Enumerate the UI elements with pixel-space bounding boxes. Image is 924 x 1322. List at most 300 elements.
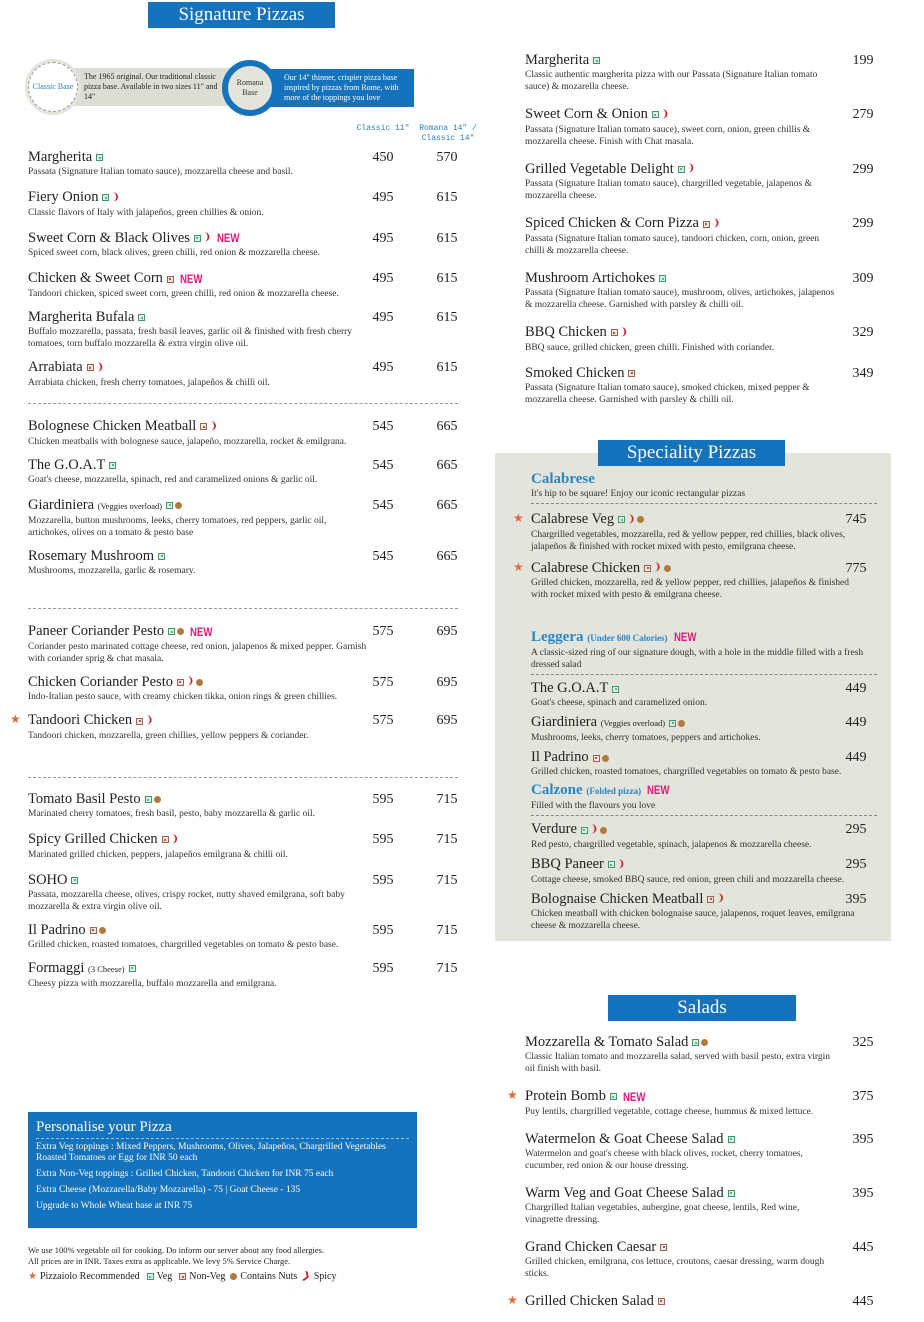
nonveg-icon bbox=[628, 370, 635, 377]
price: 445 bbox=[852, 1239, 874, 1255]
item-name: Calabrese Chicken bbox=[531, 559, 641, 576]
price: 449 bbox=[845, 750, 867, 766]
star-icon: ★ bbox=[10, 712, 21, 727]
item-name: Margherita bbox=[28, 149, 93, 165]
chili-icon: ❩ bbox=[209, 420, 218, 432]
item-name-row bbox=[531, 713, 877, 732]
item-name: Smoked Chicken bbox=[525, 364, 625, 381]
price: 295 bbox=[845, 857, 867, 873]
item-name-row bbox=[531, 559, 877, 578]
item-description: Classic Italian tomato and mozzarella salad, served with basil pesto, extra virgin oil finish with basil. bbox=[525, 1052, 831, 1074]
calzone-desc: Filled with the flavours you love bbox=[531, 800, 877, 816]
item-name-row bbox=[525, 1238, 885, 1256]
item-description: Passata (Signature Italian tomato sauce), mozzarella cheese and basil. bbox=[28, 167, 293, 177]
menu-item[interactable] bbox=[28, 790, 468, 820]
item-description: Chicken meatball with chicken bolognaise sauce, jalapenos, roquet leaves, emilgrana cheese & mozzarella cheese. bbox=[531, 909, 855, 932]
calzone-heading bbox=[531, 782, 877, 800]
chili-icon: ❩ bbox=[686, 163, 696, 175]
menu-item[interactable] bbox=[525, 1184, 885, 1226]
item-description: Indo-Italian pesto sauce, with creamy chicken tikka, onion rings & green chillies. bbox=[28, 692, 338, 703]
menu-item[interactable] bbox=[525, 323, 885, 354]
menu-item[interactable] bbox=[28, 921, 468, 951]
price: 279 bbox=[852, 107, 874, 122]
menu-item[interactable] bbox=[525, 214, 885, 257]
price-large: 615 bbox=[436, 230, 458, 246]
star-icon: ★ bbox=[507, 1292, 518, 1307]
menu-item[interactable] bbox=[513, 510, 877, 553]
item-name: Watermelon & Goat Cheese Salad bbox=[525, 1130, 724, 1147]
item-name: Verdure bbox=[531, 821, 577, 838]
price: 495 bbox=[372, 310, 394, 326]
menu-item[interactable] bbox=[28, 959, 468, 990]
price: 309 bbox=[852, 271, 874, 287]
menu-item[interactable] bbox=[525, 1033, 885, 1075]
item-name-row bbox=[531, 679, 877, 697]
chili-icon: ❩ bbox=[660, 108, 670, 120]
item-name: Il Padrino bbox=[28, 921, 86, 938]
legend bbox=[28, 1271, 336, 1282]
menu-item[interactable] bbox=[525, 105, 885, 148]
romana-base-info bbox=[222, 60, 414, 116]
price-large: 715 bbox=[436, 960, 458, 976]
item-description: Cottage cheese, smoked BBQ sauce, red onion, green chili and mozzarella cheese. bbox=[531, 874, 845, 885]
veg-icon bbox=[166, 502, 173, 509]
romana-base-text: Our 14" thinner, crispier pizza base inspired by pizzas from Rome, with more of the toppings you love bbox=[254, 69, 414, 107]
calabrese-desc: It's hip to be square! Enjoy our iconic rectangular pizzas bbox=[531, 488, 877, 504]
menu-item[interactable] bbox=[28, 673, 468, 704]
veg-icon bbox=[96, 154, 103, 161]
nonveg-icon bbox=[162, 836, 169, 843]
item-name-row bbox=[525, 323, 885, 342]
item-description: Chargrilled vegetables, mozzarella, red & yellow pepper, red chillies, black olives, jalapeños & finished with rocket mixed with pesto, emilgrana cheese. bbox=[531, 529, 846, 552]
item-name: Mushroom Artichokes bbox=[525, 270, 656, 287]
item-description: Passata (Signature Italian tomato sauce), sweet corn, onion, green chillis & mozzarella cheese. Finish with Chat masala. bbox=[525, 124, 811, 147]
speciality-panel bbox=[495, 453, 891, 941]
price-large: 615 bbox=[436, 310, 458, 326]
menu-item[interactable] bbox=[28, 622, 468, 665]
item-name-row bbox=[525, 364, 885, 382]
menu-item[interactable] bbox=[28, 188, 468, 219]
personalise-title: Personalise your Pizza bbox=[36, 1118, 409, 1139]
price: 575 bbox=[372, 674, 394, 690]
price: 299 bbox=[852, 161, 874, 177]
chili-icon: ❩ bbox=[185, 676, 195, 688]
nuts-icon bbox=[175, 502, 182, 509]
price-large: 695 bbox=[436, 674, 458, 690]
column-classic-11: Classic 11" bbox=[356, 124, 410, 133]
item-description: Mushrooms, mozzarella, garlic & rosemary. bbox=[28, 565, 196, 576]
menu-item[interactable] bbox=[525, 160, 885, 203]
menu-item[interactable] bbox=[28, 456, 468, 486]
nonveg-icon bbox=[200, 423, 207, 430]
veg-icon bbox=[147, 1273, 154, 1280]
signature-pizzas-header: Signature Pizzas bbox=[148, 2, 335, 28]
price: 395 bbox=[852, 1131, 874, 1147]
price: 395 bbox=[845, 891, 867, 907]
item-name: Calabrese Veg bbox=[531, 511, 615, 527]
chili-icon: ❩ bbox=[627, 513, 636, 525]
item-name: Warm Veg and Goat Cheese Salad bbox=[525, 1184, 724, 1201]
veg-icon bbox=[102, 194, 109, 201]
chili-icon: ❩ bbox=[589, 824, 599, 836]
item-description: Marinated cherry tomatoes, fresh basil, pesto, baby mozzarella & garlic oil. bbox=[28, 809, 316, 819]
price: 595 bbox=[372, 922, 394, 938]
nuts-icon bbox=[196, 679, 203, 686]
price-large: 665 bbox=[436, 419, 458, 434]
chili-icon: ❩ bbox=[111, 191, 120, 203]
signature-group-1 bbox=[28, 148, 468, 399]
nuts-icon bbox=[678, 720, 685, 727]
price-large: 615 bbox=[436, 190, 458, 205]
salads-list bbox=[507, 1033, 885, 1322]
nonveg-icon bbox=[177, 679, 184, 686]
item-description: Classic flavors of Italy with jalapeños, green chillies & onion. bbox=[28, 207, 264, 218]
veg-icon bbox=[678, 166, 685, 173]
item-description: Classic authentic margherita pizza with our Passata (Signature Italian tomato sauce) & mozarella cheese. bbox=[525, 70, 818, 92]
item-description: Mushrooms, leeks, cherry tomatoes, peppers and artichokes. bbox=[531, 733, 761, 744]
item-description: Grilled chicken, roasted tomatoes, chargrilled vegetables on tomato & pesto base. bbox=[531, 767, 842, 778]
menu-item[interactable] bbox=[28, 417, 468, 448]
item-description: Watermelon and goat's cheese with black olives, rocket, cherry tomatoes, cucumber, red onion & our house dressing. bbox=[525, 1148, 803, 1171]
item-name: Grilled Vegetable Delight bbox=[525, 160, 674, 177]
veg-icon bbox=[71, 877, 78, 884]
item-name: The G.O.A.T bbox=[28, 456, 106, 473]
item-name: Spicy Grilled Chicken bbox=[28, 831, 158, 847]
star-icon: ★ bbox=[513, 511, 524, 525]
price: 349 bbox=[852, 365, 874, 381]
menu-item[interactable] bbox=[28, 496, 468, 539]
item-description: Passata (Signature Italian tomato sauce), chargrilled vegetable, jalapenos & mozzarella cheese. bbox=[525, 179, 812, 202]
item-name-row bbox=[525, 1033, 885, 1051]
item-name: Giardiniera bbox=[28, 496, 95, 513]
item-name-row bbox=[525, 105, 885, 124]
nonveg-icon bbox=[660, 1244, 667, 1251]
item-description: Goat's cheese, mozzarella, spinach, red and caramelized onions & garlic oil. bbox=[28, 474, 318, 485]
item-name-row bbox=[525, 160, 885, 179]
menu-item[interactable] bbox=[531, 890, 877, 933]
menu-item[interactable] bbox=[28, 871, 468, 913]
star-icon: ★ bbox=[507, 1088, 518, 1102]
price-large: 715 bbox=[436, 832, 458, 847]
item-subtitle: (Veggies overload) bbox=[97, 500, 163, 511]
price-large: 615 bbox=[436, 271, 458, 287]
nuts-icon bbox=[664, 565, 671, 572]
item-description: Goat's cheese, spinach and caramelized onion. bbox=[531, 698, 708, 709]
item-subtitle: (Veggies overload) bbox=[600, 718, 666, 729]
veg-icon bbox=[168, 628, 175, 635]
nuts-icon bbox=[602, 755, 609, 762]
price: 595 bbox=[372, 832, 394, 847]
item-name: Grilled Chicken Salad bbox=[525, 1292, 654, 1309]
note: We use 100% vegetable oil for cooking. Do inform our server about any food allergies. bbox=[28, 1245, 325, 1255]
veg-icon bbox=[129, 965, 136, 972]
item-name: Tomato Basil Pesto bbox=[28, 791, 141, 807]
divider bbox=[28, 608, 458, 609]
item-name-row bbox=[525, 214, 885, 233]
legend-nonveg: Non-Veg bbox=[189, 1271, 226, 1282]
price: 545 bbox=[372, 419, 394, 434]
menu-item[interactable] bbox=[525, 1238, 885, 1280]
price: 575 bbox=[372, 624, 394, 639]
price: 395 bbox=[852, 1185, 874, 1201]
chili-icon: ❩ bbox=[711, 218, 721, 230]
item-name-row bbox=[525, 1130, 885, 1148]
menu-item[interactable] bbox=[531, 679, 877, 709]
chili-icon: ❩ bbox=[716, 893, 725, 905]
leggera-heading bbox=[531, 629, 877, 647]
calzone-list bbox=[531, 820, 877, 932]
signature-group-2 bbox=[28, 417, 468, 587]
item-description: Chicken meatballs with bolognese sauce, jalapeño, mozzarella, rocket & emilgrana. bbox=[28, 436, 347, 447]
price-large: 615 bbox=[436, 360, 458, 376]
veg-icon bbox=[581, 827, 588, 834]
menu-item[interactable] bbox=[525, 269, 885, 311]
item-name: BBQ Chicken bbox=[525, 324, 607, 341]
divider bbox=[28, 403, 458, 404]
nonveg-icon bbox=[611, 329, 618, 336]
veg-icon bbox=[194, 235, 201, 242]
price-large: 665 bbox=[436, 497, 458, 513]
veg-icon bbox=[109, 462, 116, 469]
menu-item[interactable] bbox=[28, 358, 468, 389]
price: 495 bbox=[372, 271, 394, 287]
price: 575 bbox=[372, 713, 394, 729]
item-description: Chargrilled Italian vegetables, aubergine, goat cheese, lentils, Red wine, vinagrette dressing. bbox=[525, 1202, 800, 1225]
price: 595 bbox=[372, 872, 394, 888]
new-badge: NEW bbox=[190, 624, 213, 639]
price: 595 bbox=[372, 960, 394, 976]
item-name-row bbox=[531, 748, 877, 766]
nonveg-icon bbox=[167, 276, 174, 283]
nuts-icon bbox=[230, 1273, 237, 1280]
price: 449 bbox=[845, 715, 867, 731]
menu-item[interactable] bbox=[507, 1087, 885, 1118]
veg-icon bbox=[138, 314, 145, 321]
chili-icon: ❩ bbox=[170, 833, 180, 845]
item-name: Margherita bbox=[525, 52, 590, 68]
veg-icon bbox=[618, 516, 625, 523]
menu-item[interactable] bbox=[531, 748, 877, 778]
item-name-row bbox=[525, 1087, 885, 1106]
veg-icon bbox=[610, 1093, 617, 1100]
item-name: Tandoori Chicken bbox=[28, 712, 133, 729]
nonveg-icon bbox=[90, 927, 97, 934]
item-description: Coriander pesto marinated cottage cheese, red onion, jalapenos & mixed pepper. Garnish with coriander sprig & chat masala. bbox=[28, 641, 367, 664]
chili-icon: ❩ bbox=[619, 326, 629, 338]
calabrese-list bbox=[513, 510, 877, 601]
romana-base-badge: Romana Base bbox=[222, 60, 278, 116]
item-description: Arrabiata chicken, fresh cherry tomatoes, jalapeños & chilli oil. bbox=[28, 377, 270, 388]
price-large: 715 bbox=[436, 872, 458, 888]
note: All prices are in INR. Taxes extra as applicable. We levy 5% Service Charge. bbox=[28, 1256, 291, 1266]
item-name: Spiced Chicken & Corn Pizza bbox=[525, 215, 699, 232]
new-badge: NEW bbox=[217, 231, 240, 246]
price: 545 bbox=[372, 457, 394, 473]
item-description: Tandoori chicken, spiced sweet corn, green chilli, red onion & mozzarella cheese. bbox=[28, 289, 339, 300]
veg-icon bbox=[608, 861, 615, 868]
item-description: Tandoori chicken, mozzarella, green chillies, yellow peppers & coriander. bbox=[28, 731, 309, 742]
price-large: 695 bbox=[436, 624, 458, 639]
veg-icon bbox=[158, 553, 165, 560]
price-large: 570 bbox=[436, 150, 458, 165]
menu-item[interactable] bbox=[28, 269, 468, 300]
new-badge: NEW bbox=[622, 1089, 646, 1104]
nuts-icon bbox=[637, 516, 644, 523]
item-description: Passata (Signature Italian tomato sauce), tandoori chicken, corn, onion, green chilli & mozzarella cheese. bbox=[525, 234, 820, 257]
item-name-row bbox=[525, 1184, 885, 1202]
item-description: Marinated grilled chicken, peppers, jalapeños emilgrana & chilli oil. bbox=[28, 849, 288, 860]
price: 329 bbox=[852, 325, 874, 341]
item-description: Mozzarella, button mushrooms, leeks, cherry tomatoes, red peppers, garlic oil, artichokes, olives on a tomato & pesto base bbox=[28, 515, 327, 538]
price: 295 bbox=[845, 822, 867, 838]
signature-group-3 bbox=[10, 622, 468, 752]
item-name: The G.O.A.T bbox=[531, 680, 609, 697]
nuts-icon bbox=[177, 628, 184, 635]
price: 495 bbox=[372, 190, 394, 205]
chili-icon: ❩ bbox=[202, 232, 212, 244]
price: 449 bbox=[845, 681, 867, 697]
item-name: Margherita Bufala bbox=[28, 309, 135, 326]
nuts-icon bbox=[701, 1039, 708, 1046]
menu-item[interactable] bbox=[28, 547, 468, 577]
nonveg-icon bbox=[644, 565, 651, 572]
price-large: 665 bbox=[436, 457, 458, 473]
column-romana-14: Romana 14" / Classic 14" bbox=[419, 124, 477, 143]
item-name-row bbox=[525, 51, 885, 69]
item-description: Red pesto, chargrilled vegetable, spinach, jalapenos & mozzarella cheese. bbox=[531, 840, 812, 851]
value-pizzas-list bbox=[525, 51, 885, 418]
personalise-line: Upgrade to Whole Wheat base at INR 75 bbox=[36, 1201, 193, 1211]
item-name: Fiery Onion bbox=[28, 189, 99, 205]
price: 325 bbox=[852, 1035, 874, 1050]
legend-spicy: Spicy bbox=[313, 1271, 337, 1282]
price-large: 665 bbox=[436, 548, 458, 564]
divider bbox=[28, 777, 458, 778]
menu-item[interactable] bbox=[28, 229, 468, 260]
item-name: Sweet Corn & Black Olives bbox=[28, 229, 190, 246]
price: 545 bbox=[372, 548, 394, 564]
item-name: SOHO bbox=[28, 871, 68, 888]
chili-icon: ❩ bbox=[145, 715, 154, 727]
menu-item[interactable] bbox=[525, 1130, 885, 1172]
leggera-desc: A classic-sized ring of our signature dough, with a hole in the middle filled with a fresh dressed salad bbox=[531, 647, 877, 675]
chili-icon: ❩ bbox=[653, 562, 662, 574]
item-description: BBQ sauce, grilled chicken, green chilli. Finished with coriander. bbox=[525, 342, 775, 353]
personalise-line: Extra Cheese (Mozzarella/Baby Mozzarella) - 75 | Goat Cheese - 135 bbox=[36, 1185, 301, 1195]
menu-item[interactable] bbox=[513, 559, 877, 602]
personalise-line: Extra Veg toppings : Mixed Peppers, Mushrooms, Olives, Jalapeños, Chargrilled Vegetables Roasted Tomatoes or Egg for INR 50 each bbox=[36, 1142, 386, 1163]
item-name-row bbox=[525, 269, 885, 287]
price: 745 bbox=[845, 512, 867, 527]
item-name: Giardiniera bbox=[531, 714, 598, 731]
item-description: Grilled chicken, emilgrana, cos lettuce, croutons, caesar dressing, warm dough sticks. bbox=[525, 1256, 825, 1279]
menu-item[interactable] bbox=[10, 711, 468, 742]
price: 199 bbox=[852, 53, 874, 68]
classic-base-info bbox=[28, 62, 234, 112]
nonveg-icon bbox=[87, 364, 94, 371]
chili-icon: ❩ bbox=[95, 361, 105, 373]
item-description: Grilled chicken, mozzarella, red & yellow pepper, red chillies, jalapeños & finished with rocket mixed with pesto & emilgrana cheese. bbox=[531, 578, 850, 601]
footer-notes bbox=[28, 1245, 336, 1282]
item-name: Formaggi bbox=[28, 959, 85, 976]
item-description: Passata (Signature Italian tomato sauce), mushroom, olives, artichokes, jalapenos & mozzarella cheese. Garnished with parsley & chilli oil. bbox=[525, 288, 835, 311]
nonveg-icon bbox=[658, 1298, 665, 1305]
classic-base-text: The 1965 original. Our traditional classic pizza base. Available in two sizes 11" and 14" bbox=[54, 68, 234, 106]
veg-icon bbox=[652, 111, 659, 118]
calzone-sub: (Folded pizza) bbox=[586, 786, 642, 797]
legend-star: Pizzaiolo Recommended bbox=[39, 1271, 140, 1282]
menu-item[interactable] bbox=[531, 855, 877, 886]
nonveg-icon bbox=[703, 221, 710, 228]
item-name-row bbox=[531, 510, 877, 529]
speciality-pizzas-header: Speciality Pizzas bbox=[598, 440, 785, 466]
item-subtitle: (3 Cheese) bbox=[88, 963, 125, 974]
menu-item[interactable] bbox=[507, 1292, 885, 1310]
price: 445 bbox=[852, 1293, 874, 1309]
nonveg-icon bbox=[179, 1273, 186, 1280]
price: 495 bbox=[372, 360, 394, 376]
menu-item[interactable] bbox=[28, 830, 468, 861]
menu-item[interactable] bbox=[28, 148, 468, 178]
price: 775 bbox=[845, 560, 867, 576]
item-name: Protein Bomb bbox=[525, 1088, 606, 1104]
price: 595 bbox=[372, 792, 394, 807]
price: 545 bbox=[372, 497, 394, 513]
price: 299 bbox=[852, 216, 874, 232]
legend-veg: Veg bbox=[156, 1271, 173, 1282]
item-name-row bbox=[525, 1292, 885, 1310]
leggera-list bbox=[531, 679, 877, 778]
item-description: Puy lentils, chargrilled vegetable, cottage cheese, hummus & mixed lettuce. bbox=[525, 1106, 814, 1117]
star-icon: ★ bbox=[28, 1271, 37, 1282]
price: 495 bbox=[372, 230, 394, 246]
classic-base-badge: Classic Base bbox=[28, 62, 78, 112]
menu-item[interactable] bbox=[531, 820, 877, 851]
item-name: BBQ Paneer bbox=[531, 856, 604, 873]
item-name-row bbox=[531, 855, 877, 874]
item-description: Spiced sweet corn, black olives, green chilli, red onion & mozzarella cheese. bbox=[28, 248, 321, 259]
leggera-title: Leggera bbox=[531, 629, 584, 646]
item-name-row bbox=[531, 820, 877, 839]
nonveg-icon bbox=[136, 718, 143, 725]
item-name: Rosemary Mushroom bbox=[28, 547, 155, 564]
price-large: 695 bbox=[436, 713, 458, 729]
star-icon: ★ bbox=[513, 559, 524, 574]
price: 450 bbox=[372, 150, 394, 165]
item-name: Arrabiata bbox=[28, 359, 83, 376]
veg-icon bbox=[145, 796, 152, 803]
price-large: 715 bbox=[436, 922, 458, 938]
item-name: Sweet Corn & Onion bbox=[525, 106, 648, 122]
item-name-row bbox=[531, 890, 877, 909]
leggera-sub: (Under 600 Calories) bbox=[587, 633, 668, 644]
personalise-panel bbox=[28, 1112, 417, 1228]
calzone-title: Calzone bbox=[531, 782, 583, 799]
menu-item[interactable] bbox=[525, 51, 885, 93]
price: 375 bbox=[852, 1089, 874, 1104]
new-badge: NEW bbox=[673, 630, 696, 645]
item-name: Chicken Coriander Pesto bbox=[28, 673, 173, 690]
menu-item[interactable] bbox=[525, 364, 885, 406]
salads-header: Salads bbox=[608, 995, 796, 1021]
item-name: Bolognese Chicken Meatball bbox=[28, 418, 197, 434]
price-large: 715 bbox=[436, 792, 458, 807]
chili-icon: ❯ bbox=[300, 1269, 313, 1284]
new-badge: NEW bbox=[179, 272, 203, 287]
menu-item[interactable] bbox=[28, 308, 468, 350]
menu-item[interactable] bbox=[531, 713, 877, 744]
veg-icon bbox=[593, 57, 600, 64]
